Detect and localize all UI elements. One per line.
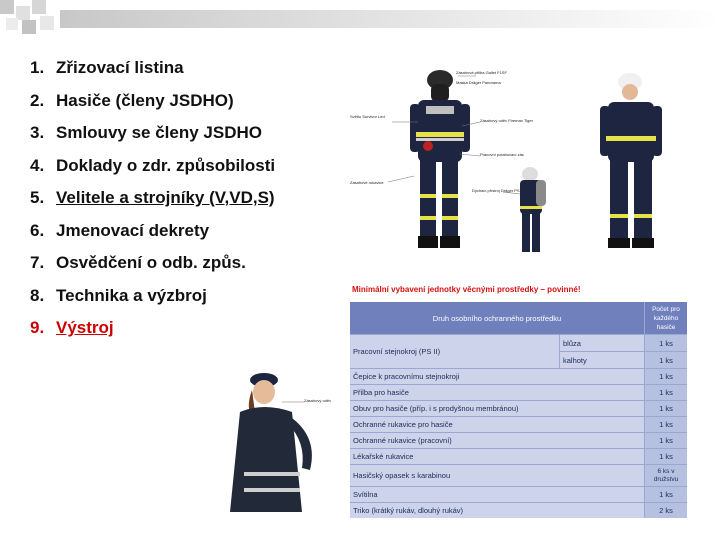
list-number: 4. xyxy=(30,155,45,175)
table-row xyxy=(350,352,687,368)
row-item: Ochranné rukavice pro hasiče xyxy=(350,417,644,432)
row-item: Hasičský opasek s karabinou xyxy=(350,465,644,486)
row-count: 1 ks xyxy=(645,417,687,432)
row-count: 1 ks xyxy=(645,352,687,368)
row-count: 1 ks xyxy=(645,449,687,464)
list-number: 3. xyxy=(30,123,45,142)
row-count-text: 6 ks v družstvu xyxy=(653,467,679,483)
row-count: 2 ks xyxy=(645,503,687,518)
firefighter-side-figure xyxy=(600,73,662,248)
row-item: Svítilna xyxy=(350,487,644,502)
list-number: 5. xyxy=(30,188,45,207)
list-text: Jmenovací dekrety xyxy=(56,220,210,240)
woman-illustration xyxy=(222,368,342,522)
row-count: 1 ks xyxy=(645,401,687,416)
header-decoration xyxy=(0,0,720,40)
row-item: Přilba pro hasiče xyxy=(350,385,644,400)
table-row xyxy=(350,417,687,432)
table-row xyxy=(350,369,687,384)
gear-caption: Zásahový oděv Fireman Tiger xyxy=(480,118,533,123)
list-item xyxy=(30,123,275,156)
gear-caption: Maska Dräger Panorama xyxy=(456,80,501,85)
row-sub: blůza xyxy=(560,335,644,351)
row-count: 1 ks xyxy=(645,385,687,400)
list-item xyxy=(30,156,275,189)
row-count xyxy=(645,465,687,486)
list-number: 8. xyxy=(30,285,45,305)
document-list xyxy=(30,58,275,351)
row-count: 1 ks xyxy=(645,487,687,502)
row-item: Obuv pro hasiče (příp. i s prodyšnou membránou) xyxy=(350,401,644,416)
list-item xyxy=(30,253,275,286)
header-count-text: Počet pro každého hasiče xyxy=(652,305,680,331)
table-row xyxy=(350,449,687,464)
list-text: Velitele a strojníky (V,VD,S) xyxy=(56,188,275,207)
row-sub: kalhoty xyxy=(560,352,644,368)
row-count: 1 ks xyxy=(645,335,687,351)
header-count xyxy=(645,302,687,334)
list-item xyxy=(30,58,275,91)
gear-caption: Světlo Survivor Led xyxy=(350,114,385,119)
list-number: 7. xyxy=(30,253,45,272)
equipment-table xyxy=(350,302,687,518)
list-number: 9. xyxy=(30,318,45,337)
table-row xyxy=(350,465,687,486)
jacket-caption: Zásahový oděv xyxy=(304,398,332,403)
gear-caption: Zásahová přilba Gallet F1SF xyxy=(456,70,507,75)
firefighter-front-figure xyxy=(410,70,470,248)
row-item: Čepice k pracovnímu stejnokroji xyxy=(350,369,644,384)
list-number: 2. xyxy=(30,90,45,110)
table-row xyxy=(350,433,687,448)
list-item xyxy=(30,286,275,319)
row-item: Ochranné rukavice (pracovní) xyxy=(350,433,644,448)
list-item xyxy=(30,188,275,221)
list-text: Technika a výzbroj xyxy=(56,285,207,305)
woman-jacket-photo xyxy=(222,368,342,522)
header-item: Druh osobního ochranného prostředku xyxy=(350,302,644,334)
firefighter-illustration xyxy=(348,66,700,278)
firefighter-back-figure xyxy=(520,167,546,252)
table-title: Minimální vybavení jednotky věcnými prostředky – povinné! xyxy=(352,285,581,294)
list-number: 6. xyxy=(30,220,45,240)
list-text: Doklady o zdr. způsobilosti xyxy=(56,155,276,175)
table-row xyxy=(350,503,687,518)
gear-caption: Dýchací přístroj Dräger PSS xyxy=(472,188,523,193)
list-text: Smlouvy se členy JSDHO xyxy=(56,123,262,142)
list-item xyxy=(30,91,275,124)
list-item xyxy=(30,221,275,254)
row-item: Lékařské rukavice xyxy=(350,449,644,464)
list-link-vystroj[interactable]: Výstroj xyxy=(56,318,114,337)
table-row xyxy=(350,385,687,400)
firefighter-gear-photo xyxy=(348,66,700,278)
list-item-active[interactable] xyxy=(30,318,275,351)
gear-caption: Zásahové rukavice xyxy=(350,180,384,185)
gear-caption: Pracovní potahovací zás xyxy=(480,152,524,157)
row-item: Triko (krátký rukáv, dlouhý rukáv) xyxy=(350,503,644,518)
list-text: Hasiče (členy JSDHO) xyxy=(56,90,234,110)
row-item: Pracovní stejnokroj (PS II) xyxy=(350,335,559,368)
list-text: Zřizovací listina xyxy=(56,58,184,77)
table-header-row xyxy=(350,302,687,334)
table-row xyxy=(350,487,687,502)
table-row xyxy=(350,335,687,351)
row-count: 1 ks xyxy=(645,369,687,384)
list-text: Osvědčení o odb. způs. xyxy=(56,253,246,272)
list-number: 1. xyxy=(30,58,45,77)
table-row xyxy=(350,401,687,416)
row-count: 1 ks xyxy=(645,433,687,448)
